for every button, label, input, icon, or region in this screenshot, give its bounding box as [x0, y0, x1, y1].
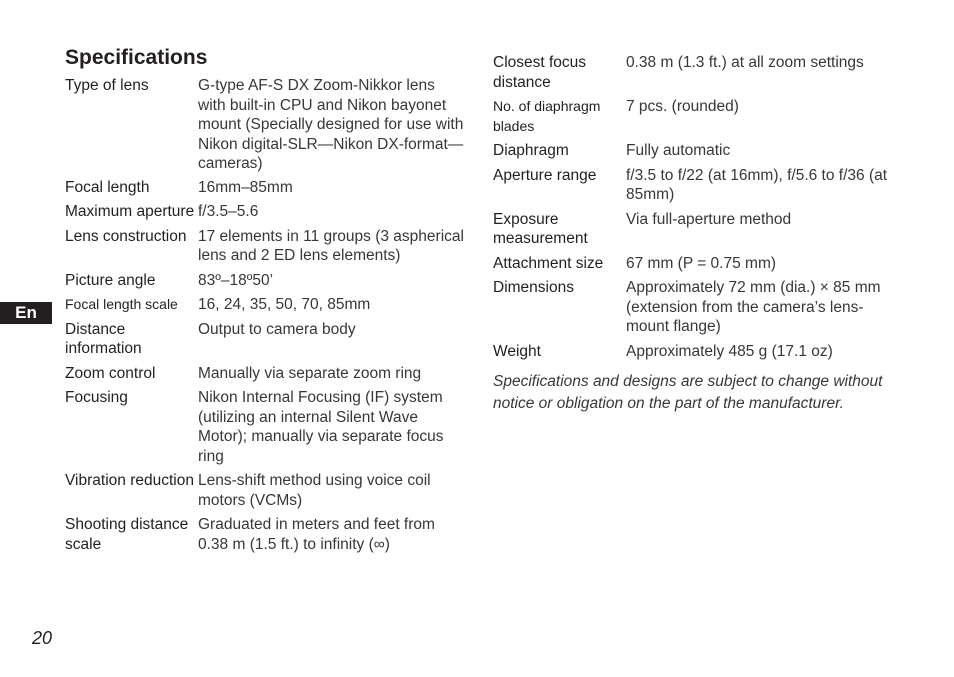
spec-value: 0.38 m (1.3 ft.) at all zoom settings	[626, 54, 864, 71]
specifications-footnote: Specifications and designs are subject to change without notice or obligation on the part of the manufacturer.	[493, 373, 883, 412]
spec-row-vibration-reduction	[65, 471, 465, 510]
spec-list-left	[65, 76, 465, 559]
spec-label: Maximum aperture	[65, 203, 195, 220]
spec-value: Manually via separate zoom ring	[198, 364, 422, 382]
spec-value: 16, 24, 35, 50, 70, 85mm	[198, 296, 371, 313]
spec-row-exposure-measurement	[493, 210, 903, 249]
spec-row-aperture-range	[493, 166, 903, 205]
spec-value: f/3.5 to f/22 (at 16mm), f/5.6 to f/36 (at 85mm)	[626, 166, 888, 203]
spec-row-lens-construction	[65, 227, 465, 266]
spec-label: Focusing	[65, 389, 128, 406]
spec-value: Fully automatic	[626, 142, 731, 159]
page-title: Specifications	[65, 46, 208, 69]
spec-row-type-of-lens	[65, 76, 465, 174]
spec-row-dimensions	[493, 278, 903, 337]
spec-label: Dimensions	[493, 279, 574, 296]
spec-list-right	[493, 53, 903, 366]
spec-label: Weight	[493, 342, 541, 360]
spec-label: Type of lens	[65, 77, 149, 94]
spec-label: Vibration reduction	[65, 472, 194, 489]
spec-value: 7 pcs. (rounded)	[626, 98, 739, 115]
spec-label: Lens construction	[65, 227, 187, 245]
spec-value: 67 mm (P = 0.75 mm)	[626, 254, 777, 272]
spec-label: Focal length	[65, 178, 150, 196]
spec-label: Shooting distance scale	[65, 516, 189, 553]
spec-row-focal-length	[65, 178, 465, 198]
spec-value: Lens-shift method using voice coil motors (VCMs)	[198, 472, 431, 509]
spec-value: Nikon Internal Focusing (IF) system (utilizing an internal Silent Wave Motor); manually via separate focus ring	[198, 389, 444, 465]
spec-row-attachment-size	[493, 254, 903, 274]
spec-row-closest-focus-distance	[493, 53, 903, 92]
spec-label: Zoom control	[65, 364, 156, 382]
spec-row-maximum-aperture	[65, 202, 465, 222]
spec-row-diaphragm	[493, 141, 903, 161]
spec-value: Via full-aperture method	[626, 210, 792, 228]
spec-label: Focal length scale	[65, 296, 178, 312]
spec-row-zoom-control	[65, 364, 465, 384]
spec-row-focusing	[65, 388, 465, 466]
spec-label: Closest focus distance	[493, 54, 587, 91]
spec-row-weight	[493, 342, 903, 362]
spec-row-distance-information	[65, 320, 465, 359]
spec-label: Distance information	[65, 320, 142, 357]
language-tab: En	[0, 302, 52, 324]
spec-value: Graduated in meters and feet from 0.38 m (1.5 ft.) to infinity (∞)	[198, 516, 435, 553]
spec-value: 83º–18º50’	[198, 271, 274, 289]
spec-label: Diaphragm	[493, 142, 569, 159]
spec-row-picture-angle	[65, 271, 465, 291]
spec-value: f/3.5–5.6	[198, 203, 259, 220]
spec-label: No. of diaphragm blades	[493, 98, 601, 134]
spec-label: Picture angle	[65, 271, 156, 289]
spec-value: 17 elements in 11 groups (3 aspherical lens and 2 ED lens elements)	[198, 227, 464, 264]
spec-row-focal-length-scale	[65, 295, 465, 315]
spec-value: Output to camera body	[198, 320, 356, 338]
spec-label: Exposure measurement	[493, 210, 588, 247]
spec-label: Aperture range	[493, 166, 597, 184]
spec-value: 16mm–85mm	[198, 178, 293, 196]
spec-value: G-type AF-S DX Zoom-Nikkor lens with built-in CPU and Nikon bayonet mount (Specially designed for use with Nikon digital-SLR—Nikon DX-format—cameras)	[198, 77, 464, 172]
spec-value: Approximately 72 mm (dia.) × 85 mm (extension from the camera’s lens-mount flange)	[626, 279, 881, 335]
spec-value: Approximately 485 g (17.1 oz)	[626, 342, 833, 360]
spec-row-shooting-distance-scale	[65, 515, 465, 554]
page-number: 20	[32, 628, 53, 648]
spec-label: Attachment size	[493, 254, 604, 272]
spec-row-diaphragm-blades	[493, 97, 903, 136]
